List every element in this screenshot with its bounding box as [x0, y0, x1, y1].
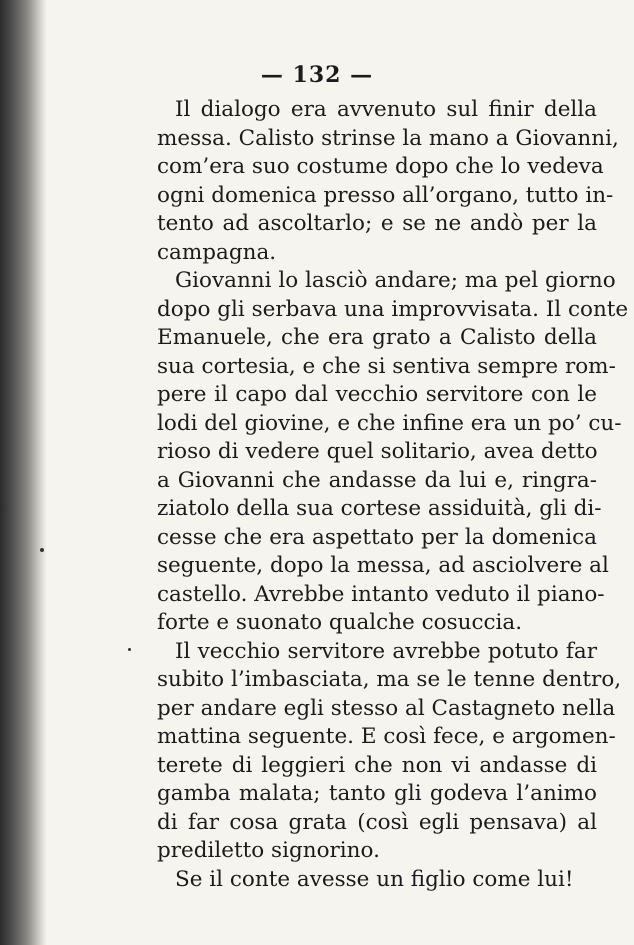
- page-number: — 132 —: [260, 62, 374, 88]
- text-line: sua cortesia, e che si sentiva sempre rom-: [157, 353, 616, 379]
- text-line: com’era suo costume dopo che lo vedeva: [157, 154, 604, 179]
- text-line: terete di leggieri che non vi andasse di: [157, 752, 597, 778]
- text-line: Il vecchio servitore avrebbe potuto far: [175, 638, 597, 664]
- text-line: Il dialogo era avvenuto sul finir della: [175, 97, 597, 122]
- paragraph-2: [157, 267, 629, 638]
- text-line: castello. Avrebbe intanto veduto il piano-: [157, 581, 605, 607]
- text-line: subito l’imbasciata, ma se le tenne dentro,: [157, 667, 622, 692]
- text-line: campagna.: [157, 239, 277, 265]
- text-line: rioso di vedere quel solitario, avea detto: [157, 439, 598, 464]
- text-line: tento ad ascoltarlo; e se ne andò per la: [157, 211, 597, 236]
- text-line: lodi del giovine, e che infine era un po’ cu-: [157, 410, 622, 436]
- book-binding-shadow: [0, 0, 46, 945]
- paragraph-3: [157, 638, 622, 866]
- text-line: di far cosa grata (così egli pensava) al: [157, 809, 597, 835]
- text-line: messa. Calisto strinse la mano a Giovanni,: [157, 125, 619, 151]
- text-line: a Giovanni che andasse da lui e, ringra-: [157, 467, 597, 493]
- text-line: mattina seguente. E così fece, e argomen-: [157, 724, 616, 749]
- text-line: cesse che era aspettato per la domenica: [157, 524, 597, 550]
- text-line: forte e suonato qualche cosuccia.: [157, 610, 523, 635]
- text-line: seguente, dopo la messa, ad asciolvere al: [157, 553, 609, 578]
- ink-speck: [128, 648, 131, 651]
- paragraph-1: [157, 96, 619, 267]
- text-line: Emanuele, che era grato a Calisto della: [157, 325, 597, 350]
- paragraph-4: [157, 866, 597, 895]
- text-line: dopo gli serbava una improvvisata. Il conte: [157, 296, 629, 322]
- text-line: pere il capo dal vecchio servitore con le: [157, 382, 597, 407]
- text-line: prediletto signorino.: [157, 838, 380, 863]
- body-text: [157, 96, 629, 894]
- ink-speck: [40, 548, 44, 552]
- text-line: per andare egli stesso al Castagneto nella: [157, 695, 616, 721]
- text-line: gamba malata; tanto gli godeva l’animo: [157, 781, 597, 806]
- text-line: ziatolo della sua cortese assiduità, gli di-: [157, 496, 602, 521]
- text-line: ogni domenica presso all’organo, tutto in-: [157, 182, 614, 208]
- text-line: Se il conte avesse un figlio come lui!: [175, 866, 574, 892]
- text-line: Giovanni lo lasciò andare; ma pel giorno: [175, 268, 616, 293]
